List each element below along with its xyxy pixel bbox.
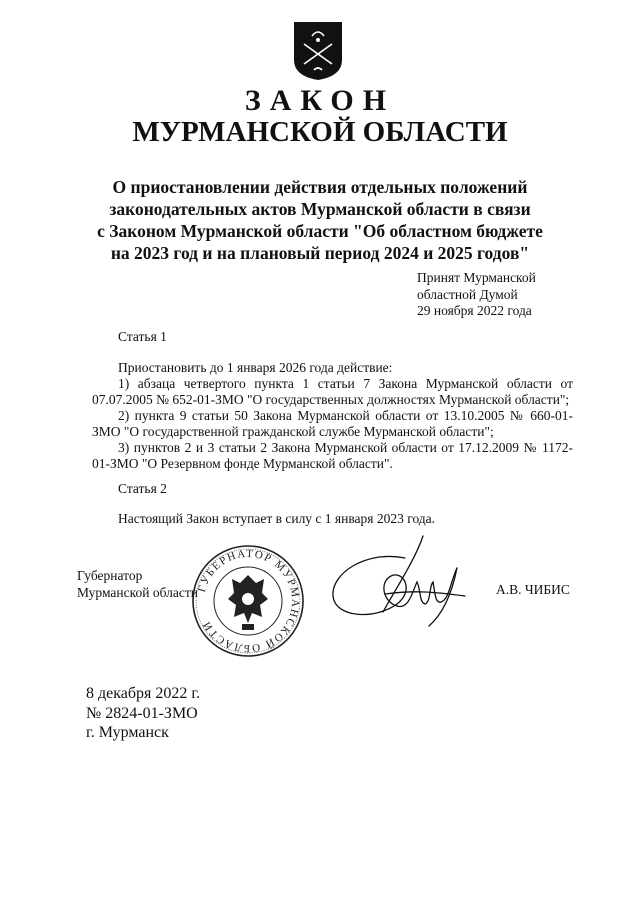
signer-title-line: Мурманской области: [77, 584, 198, 600]
signer-title: [77, 568, 198, 601]
subtitle-line: О приостановлении действия отдельных положений: [112, 177, 528, 197]
adoption-line: 29 ноября 2022 года: [417, 303, 532, 318]
law-subtitle: [80, 176, 560, 264]
subtitle-line: законодательных актов Мурманской области в связи: [109, 199, 531, 219]
document-title-law: ЗАКОН: [244, 84, 396, 117]
footer-number: № 2824-01-ЗМО: [86, 704, 198, 722]
subtitle-line: на 2023 год и на плановый период 2024 и 2025 годов": [110, 243, 530, 263]
article-1-intro: Приостановить до 1 января 2026 года действие:: [118, 360, 393, 375]
article-1-heading: Статья 1: [118, 329, 167, 344]
article-1-item-3: 3) пунктов 2 и 3 статьи 2 Закона Мурманской области от 17.12.2009 № 1172-01-ЗМО "О Резервном фонде Мурманской области".: [92, 440, 573, 471]
article-2-text: Настоящий Закон вступает в силу с 1 января 2023 года.: [118, 511, 436, 526]
signer-title-line: Губернатор: [77, 568, 143, 583]
coat-of-arms-icon: [292, 20, 344, 82]
article-2-heading: Статья 2: [118, 481, 167, 496]
adoption-line: областной Думой: [417, 286, 518, 302]
adoption-line: Принят Мурманской: [417, 270, 536, 285]
footer-date: 8 декабря 2022 г.: [86, 685, 201, 702]
subtitle-line: с Законом Мурманской области "Об областном бюджете: [97, 221, 543, 241]
svg-text:ГУБЕРНАТОР МУРМАНСКОЙ ОБЛАСТИ: ГУБЕРНАТОР МУРМАНСКОЙ ОБЛАСТИ: [195, 547, 302, 655]
footer-city: г. Мурманск: [86, 724, 169, 741]
article-1-item-2: 2) пункта 9 статьи 50 Закона Мурманской области от 13.10.2005 № 660-01-ЗМО "О государственной гражданской службе Мурманской области";: [92, 408, 573, 439]
handwritten-signature: [325, 530, 485, 630]
adoption-note: [417, 270, 536, 320]
article-1-item-1: 1) абзаца четвертого пункта 1 статьи 7 Закона Мурманской области от 07.07.2005 № 652-01-ЗМО "О государственных должностях Мурманской области";: [92, 376, 573, 407]
signer-name: А.В. ЧИБИС: [496, 582, 570, 597]
document-footer: [86, 684, 200, 743]
document-title-region: МУРМАНСКОЙ ОБЛАСТИ: [132, 116, 508, 148]
official-seal-icon: [190, 543, 306, 659]
